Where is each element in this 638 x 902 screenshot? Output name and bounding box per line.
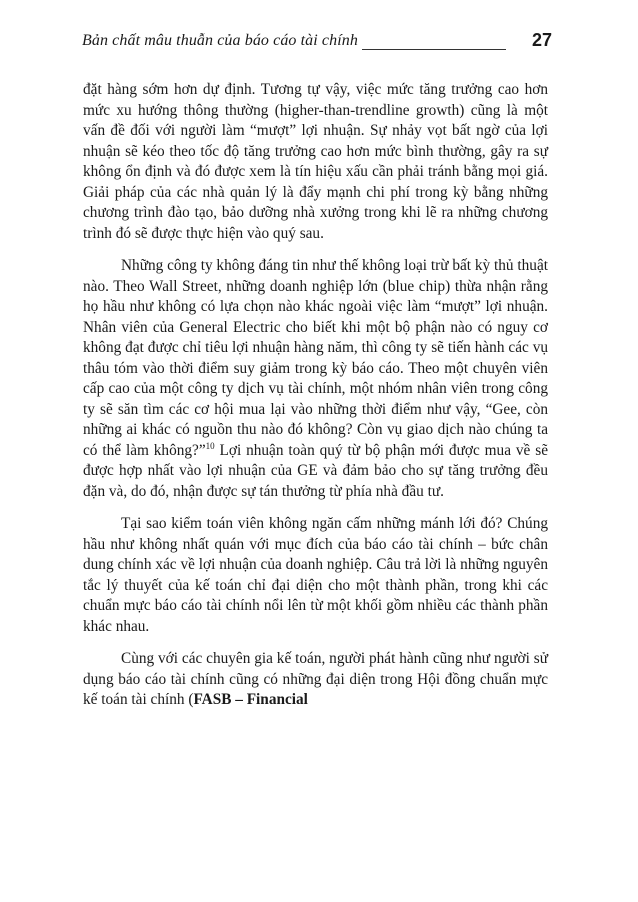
footnote-ref-10: 10 — [205, 440, 215, 451]
page-body — [83, 80, 548, 711]
paragraph-4-text: Cùng với các chuyên gia kế toán, người phát hành cũng như người sử dụng báo cáo tài chính cũng có những đại diện trong Hội đồng chuẩn mực kế toán tài chính ( — [83, 650, 548, 708]
paragraph-4-bold-term: FASB – Financial — [193, 691, 308, 708]
running-title: Bản chất mâu thuẫn của báo cáo tài chính — [82, 32, 362, 50]
paragraph-4 — [83, 649, 548, 711]
page-number: 27 — [531, 30, 552, 50]
paragraph-2-text: Những công ty không đáng tin như thế không loại trừ bất kỳ thủ thuật nào. Theo Wall Street, những doanh nghiệp lớn (blue chip) thừa nhận rằng họ hầu như không có lựa chọn nào khác ngoài việc làm “mượt” lợi nhuận. Nhân viên của General Electric cho biết khi một bộ phận nào có nguy cơ không đạt được chỉ tiêu lợi nhuận hàng năm, thì công ty sẽ tiến hành các vụ thâu tóm vào thời điểm suy giảm trong kỳ báo cáo. Theo một chuyên viên cấp cao của một công ty dịch vụ tài chính, một nhóm nhân viên trong công ty sẽ săn tìm các cơ hội mua lại vào những thời điểm như vậy, “Gee, còn những ai khác có nguồn thu nào đó không? Còn vụ giao dịch nào chúng ta có thể làm không?” — [83, 257, 548, 459]
paragraph-1: đặt hàng sớm hơn dự định. Tương tự vậy, việc mức tăng trưởng cao hơn mức xu hướng thông thường (higher-than-trendline growth) cũng là một vấn đề đối với người làm “mượt” lợi nhuận. Sự nhảy vọt bất ngờ của lợi nhuận sẽ kéo theo tốc độ tăng trưởng cao hơn mức bình thường, gây ra sự không ổn định và đó được xem là tín hiệu xấu cần phải tránh bằng mọi giá. Giải pháp của các nhà quản lý là đẩy mạnh chi phí trong kỳ bằng những chương trình đào tạo, bảo dưỡng nhà xưởng trong khi lẽ ra những chương trình đó sẽ được thực hiện vào quý sau. — [83, 81, 548, 242]
paragraph-2 — [83, 256, 548, 502]
paragraph-2-text-cont: Lợi nhuận toàn quý từ bộ phận mới được mua về sẽ được hợp nhất vào lợi nhuận của GE và đảm bảo cho sự tăng trưởng đều đặn và, do đó, nhận được sự tán thưởng từ phía nhà đầu tư. — [83, 441, 548, 500]
running-header — [82, 30, 552, 56]
paragraph-3: Tại sao kiểm toán viên không ngăn cấm những mánh lới đó? Chúng hầu như không nhất quán với mục đích của báo cáo tài chính – bức chân dung chính xác về lợi nhuận của doanh nghiệp. Câu trả lời là những nguyên tắc lý thuyết của kế toán chỉ đại diện cho một thành phần, trong khi các chuẩn mực báo cáo tài chính nổi lên từ một khối gồm nhiều các thành phần khác nhau. — [83, 515, 548, 635]
